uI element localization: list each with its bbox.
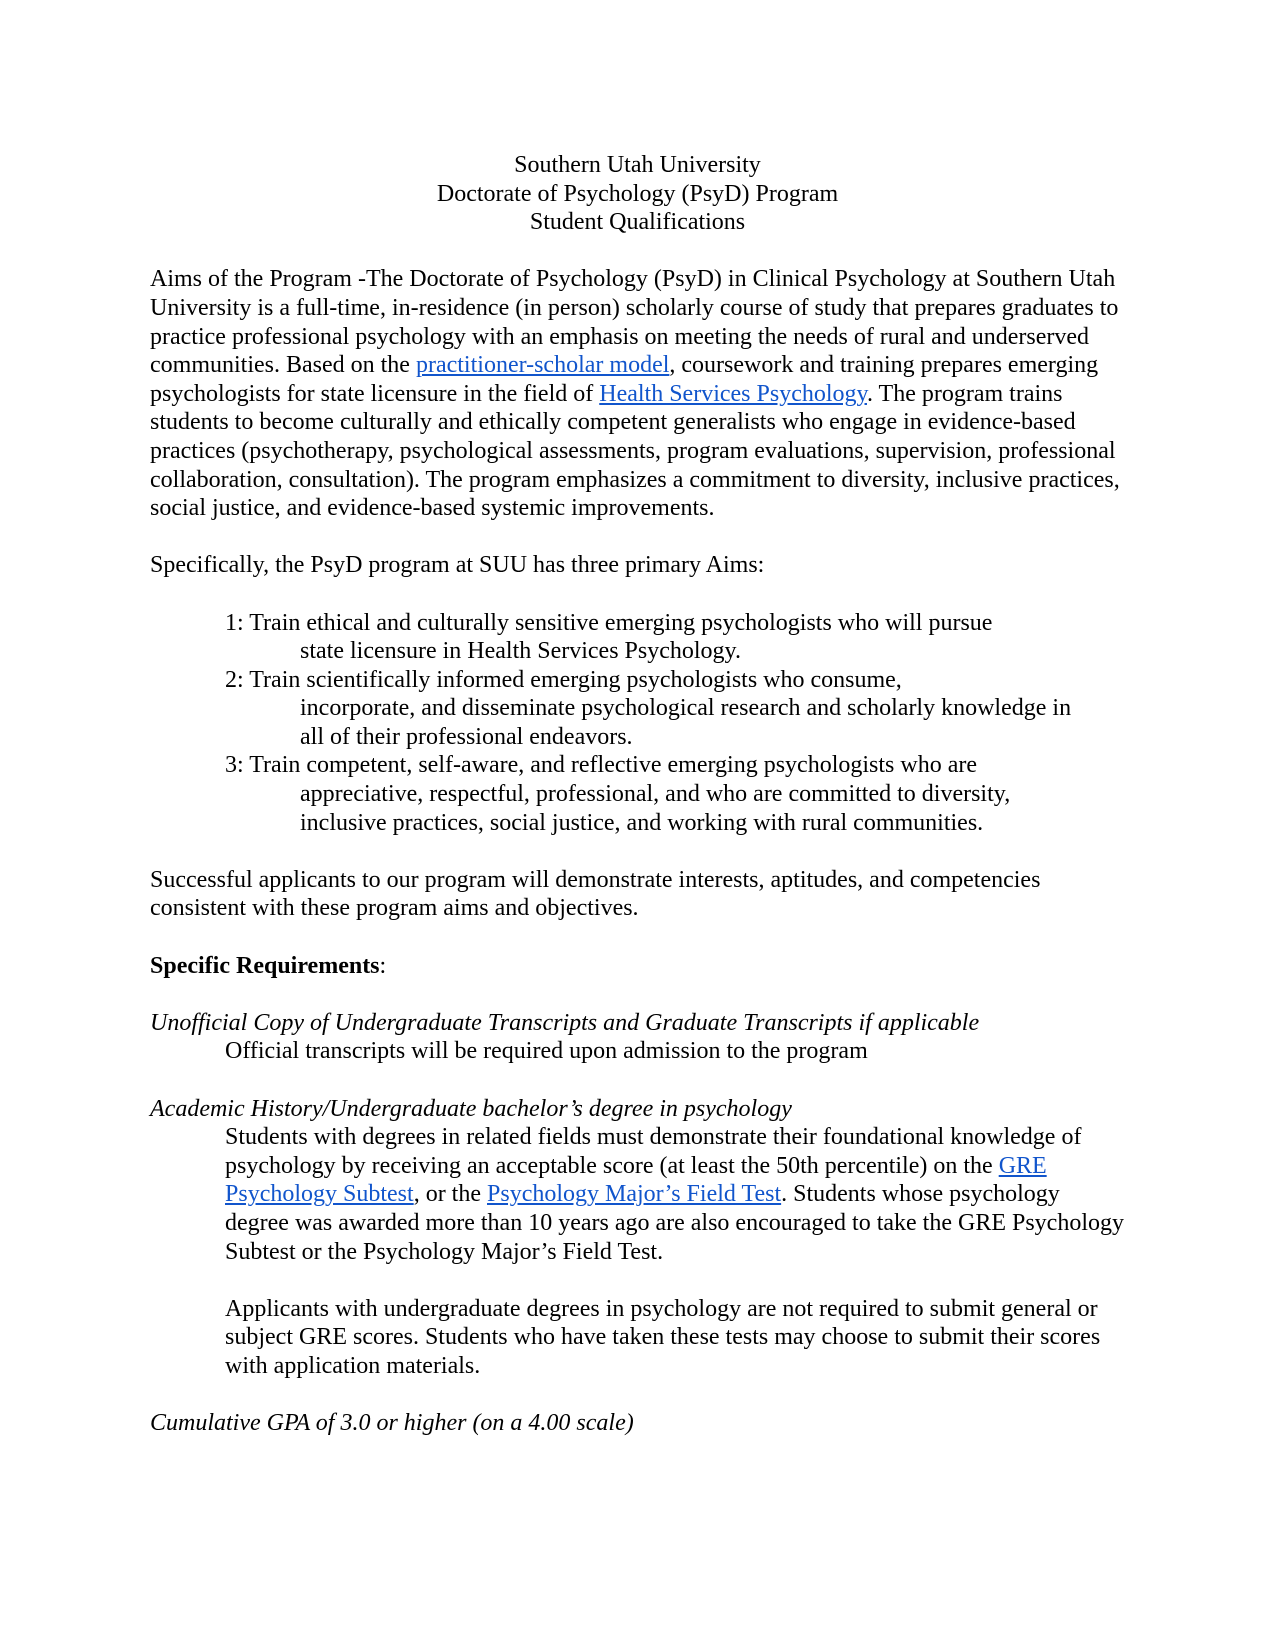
aim-2-continued: incorporate, and disseminate psychological research and scholarly knowledge in xyxy=(300,695,1072,722)
academic-text-1: Students with degrees in related fields must demonstrate their foundational knowledge of psychology by receiving an acceptable score (at least the 50th percentile) on the xyxy=(225,1124,1082,1179)
aim-2-continued: all of their professional endeavors. xyxy=(300,723,633,750)
document-header xyxy=(150,151,1125,237)
aim-item-1 xyxy=(225,609,1125,666)
aim-3-text: 3: Train competent, self-aware, and reflective emerging psychologists who are xyxy=(225,752,978,779)
aim-3-continued: inclusive practices, social justice, and working with rural communities. xyxy=(300,809,984,836)
gre-psychology-subtest-link[interactable]: GRE Psychology Subtest xyxy=(225,1152,1047,1208)
aims-intro: Specifically, the PsyD program at SUU has three primary Aims: xyxy=(150,552,765,579)
requirements-heading xyxy=(150,952,1125,981)
transcripts-requirement-title: Unofficial Copy of Undergraduate Transcripts and Graduate Transcripts if applicable xyxy=(150,1009,980,1036)
intro-text-3: . The program trains students to become culturally and ethically competent generalists who engage in evidence-based practices (psychotherapy, psychological assessments, program evaluations, supervision, professional collaboration, consultation). The program emphasizes a commitment to diversity, inclusive practices, social justice, and evidence-based systemic improvements. xyxy=(150,380,1120,522)
psychology-majors-field-test-link[interactable]: Psychology Major’s Field Test xyxy=(487,1181,782,1208)
document-title: Student Qualifications xyxy=(529,209,746,236)
aim-3-continued: appreciative, respectful, professional, and who are committed to diversity, xyxy=(300,781,1011,808)
gre-not-required-paragraph: Applicants with undergraduate degrees in psychology are not required to submit general or subject GRE scores. Students who have taken these tests may choose to submit their scores with application materials. xyxy=(225,1295,1101,1379)
university-name: Southern Utah University xyxy=(514,152,761,178)
academic-text-2: , or the xyxy=(413,1181,487,1208)
program-name: Doctorate of Psychology (PsyD) Program xyxy=(436,180,839,207)
aim-2-text: 2: Train scientifically informed emerging psychologists who consume, xyxy=(225,666,902,693)
practitioner-scholar-model-link[interactable]: practitioner-scholar model xyxy=(415,352,670,379)
requirements-heading-colon: : xyxy=(379,952,387,979)
aim-item-2 xyxy=(225,666,1125,752)
intro-text-2: , coursework and training prepares emerging psychologists for state licensure in the field of xyxy=(150,352,1099,407)
requirements-heading-text: Specific Requirements xyxy=(150,952,380,979)
academic-history-title: Academic History/Undergraduate bachelor’s degree in psychology xyxy=(150,1095,792,1122)
document-page xyxy=(150,151,1125,1438)
aim-1-text: 1: Train ethical and culturally sensitive emerging psychologists who will pursue xyxy=(225,609,993,636)
transcripts-requirement-body: Official transcripts will be required upon admission to the program xyxy=(225,1038,868,1065)
intro-text-1: Aims of the Program -The Doctorate of Psychology (PsyD) in Clinical Psychology at Southern Utah University is a full-time, in-residence (in person) scholarly course of study that prepares graduates to practice professional psychology with an emphasis on meeting the needs of rural and underserved communities. Based on the xyxy=(150,266,1119,379)
aim-1-continued: state licensure in Health Services Psychology. xyxy=(300,638,741,665)
academic-text-3: . Students whose psychology degree was awarded more than 10 years ago are also encouraged to take the GRE Psychology Subtest or the Psychology Major’s Field Test. xyxy=(225,1181,1125,1265)
program-aims-paragraph xyxy=(150,265,1125,522)
academic-history-paragraph xyxy=(225,1123,1125,1266)
applicants-paragraph: Successful applicants to our program will demonstrate interests, aptitudes, and competencies consistent with these program aims and objectives. xyxy=(150,866,1041,922)
health-services-psychology-link[interactable]: Health Services Psychology xyxy=(599,380,867,407)
aims-list xyxy=(225,609,1125,838)
gpa-requirement-title: Cumulative GPA of 3.0 or higher (on a 4.00 scale) xyxy=(150,1410,634,1437)
aim-item-3 xyxy=(225,751,1125,837)
